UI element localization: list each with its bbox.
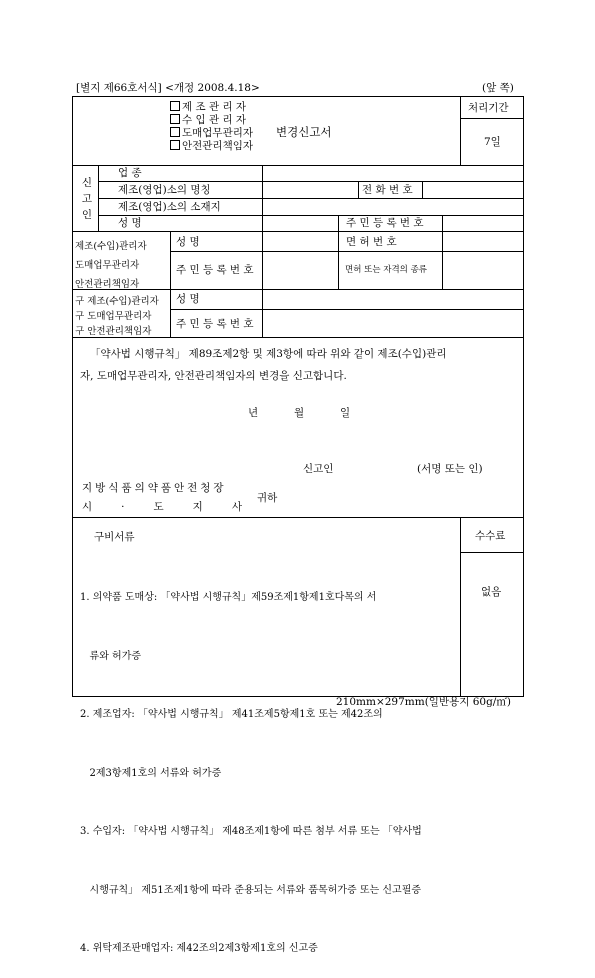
documents-heading: 구비서류 — [94, 531, 135, 543]
list-item: 1. 의약품 도매상: 「약사법 시행규칙」제59조제1항제1호다목의 서 — [80, 592, 377, 603]
recipient-line-1: 지방식품의약품안전청장 — [82, 482, 227, 494]
recipient-line-2: 시 · 도 지 사 — [82, 501, 242, 513]
facility-name-field[interactable] — [263, 182, 357, 197]
old-manager-resident-no-field[interactable] — [263, 310, 523, 336]
list-item: 3. 수입자: 「약사법 시행규칙」 제48조제1항에 따른 첨부 서류 또는 「약사법 — [80, 826, 422, 837]
form-title: 변경신고서 — [276, 125, 332, 139]
phone-field[interactable] — [423, 182, 523, 197]
list-item: 2제3항제1호의 서류와 허가증 — [80, 767, 222, 779]
business-type-field[interactable] — [263, 166, 523, 181]
old-manager-resident-no-label: 주 민 등 록 번 호 — [176, 318, 254, 330]
option-manufacturing-manager[interactable]: 제 조 관 리 자 — [170, 101, 253, 114]
new-manager-resident-no-label: 주 민 등 록 번 호 — [176, 264, 254, 276]
license-no-field[interactable] — [443, 232, 523, 250]
old-manager-name-field[interactable] — [263, 290, 523, 308]
list-item: 4. 위탁제조판매업자: 제42조의2제3항제1호의 신고증 — [80, 943, 318, 954]
applicant-resident-no-label: 주 민 등 록 번 호 — [346, 217, 424, 229]
processing-period-value: 7일 — [484, 136, 501, 148]
checkbox-icon[interactable] — [170, 140, 180, 150]
old-manager-name-label: 성 명 — [176, 293, 200, 305]
checkbox-icon[interactable] — [170, 114, 180, 124]
license-type-label: 면허 또는 자격의 종류 — [345, 265, 428, 275]
processing-period-label: 처리기간 — [468, 102, 509, 114]
documents-list — [80, 549, 422, 978]
list-item: 류와 허가증 — [80, 650, 142, 662]
recipient-suffix: 귀하 — [257, 492, 278, 504]
declaration-text: 「약사법 시행규칙」 제89조제2항 및 제3항에 따라 위와 같이 제조(수입)관리 자, 도매업무관리자, 안전관리책임자의 변경을 신고합니다. — [80, 348, 447, 382]
applicant-name-label: 성 명 — [118, 217, 142, 229]
date-year-label: 년 — [248, 407, 259, 419]
license-type-field[interactable] — [443, 252, 523, 288]
applicant-signer-label: 신고인 — [303, 463, 334, 475]
checkbox-icon[interactable] — [170, 127, 180, 137]
page-side-label: (앞 쪽) — [482, 82, 514, 94]
applicant-side-label: 신 고 인 — [81, 177, 93, 221]
option-safety-manager[interactable]: 안전관리책임자 — [170, 140, 253, 153]
new-manager-name-field[interactable] — [263, 232, 337, 250]
option-import-manager[interactable]: 수 입 관 리 자 — [170, 114, 253, 127]
role-options — [170, 101, 253, 153]
list-item: 2. 제조업자: 「약사법 시행규칙」 제41조제5항제1호 또는 제42조의 — [80, 709, 383, 720]
list-item: 시행규칙」 제51조제1항에 따라 준용되는 서류와 품목허가증 또는 신고필증 — [80, 884, 422, 896]
facility-address-label: 제조(영업)소의 소재지 — [118, 201, 221, 213]
date-month-label: 월 — [294, 407, 305, 419]
business-type-label: 업 종 — [118, 167, 142, 179]
new-manager-label: 제조(수입)관리자 도매업무관리자 안전관리책임자 — [75, 241, 147, 290]
date-day-label: 일 — [340, 407, 351, 419]
paper-spec: 210mm×297mm(일반용지 60g/㎡) — [336, 696, 511, 708]
fee-label: 수수료 — [475, 530, 506, 542]
form-reference: [별지 제66호서식] <개정 2008.4.18> — [76, 82, 260, 94]
option-wholesale-manager[interactable]: 도매업무관리자 — [170, 127, 253, 140]
facility-name-label: 제조(영업)소의 명칭 — [118, 184, 211, 196]
checkbox-icon[interactable] — [170, 101, 180, 111]
license-no-label: 면 허 번 호 — [346, 236, 397, 248]
phone-label: 전 화 번 호 — [362, 184, 413, 196]
fee-value: 없음 — [481, 586, 502, 598]
old-manager-label: 구 제조(수입)관리자 구 도매업무관리자 구 안전관리책임자 — [75, 296, 159, 337]
applicant-resident-no-field[interactable] — [443, 216, 523, 230]
new-manager-resident-no-field[interactable] — [263, 252, 337, 288]
signature-note: (서명 또는 인) — [417, 463, 483, 475]
signature-field[interactable] — [335, 460, 415, 476]
applicant-name-field[interactable] — [263, 216, 337, 230]
new-manager-name-label: 성 명 — [176, 236, 200, 248]
facility-address-field[interactable] — [263, 199, 523, 214]
